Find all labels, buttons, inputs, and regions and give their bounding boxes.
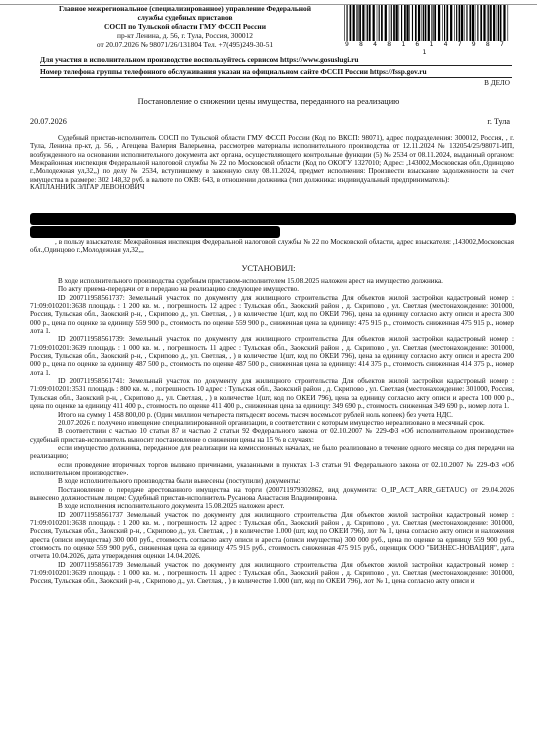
barcode-bar	[493, 5, 495, 41]
barcode-bar	[459, 5, 461, 41]
barcode-bar	[450, 5, 452, 41]
barcode-bar	[477, 5, 478, 41]
barcode-bar	[350, 5, 352, 41]
barcode-bar	[425, 5, 427, 41]
paragraph: ID 200711958561737 Земельный участок по документу для жилищного строительства Для объектов жилой застройки кадастровый номер : 71:09:010201:3638 площадь : 1 200 кв. м. , погрешность 12 адрес : Тульская обл., Заокский район , д. Скрипово , ул. Светлая (местонахождение: 301000, Россия, Тульская обл., Заокский р-н, , Скрипово д., ул. Светлая, , ) в количестве 1.000 (шт, код по ОКЕИ 796), лот № 1, цена согласно акту описи и наложения ареста (описи имущества) 300 000 руб., стоимость согласно акту описи и ареста (описи имущества) 300 000 руб., цена по оценке за единицу 559 900 руб., стоимость по оценке 559 900 руб., сниженная цена за единицу 475 915 руб., стоимость сниженная 475 915 руб., оценщик ООО "БИЗНЕС-НОВАЦИЯ", дата отчета 10.04.2026, дата утверждения оценки 14.04.2026.	[30, 510, 514, 561]
barcode-bar	[415, 5, 417, 41]
barcode-bar	[362, 5, 364, 41]
document-city: г. Тула	[487, 117, 510, 126]
barcode-bar	[377, 5, 378, 41]
paragraph: В ходе исполнительного производства были вынесены (поступили) документы:	[58, 477, 301, 486]
barcode-number: 9 8 4 8 1 6 1 4 7 9 8 7 1	[344, 40, 508, 56]
redaction-block	[30, 213, 516, 225]
barcode-bar	[508, 5, 509, 41]
barcode-bar	[356, 5, 357, 41]
barcode-bar	[503, 5, 505, 41]
barcode-bar	[469, 5, 471, 41]
agency-header	[40, 4, 330, 49]
barcode-bar	[422, 5, 423, 41]
barcode-bar	[404, 5, 406, 41]
barcode-bar	[385, 5, 387, 41]
barcode-bar	[456, 5, 457, 41]
gosuslugi-line: Для участия в исполнительном производстве воспользуйтесь сервисом https://www.gosuslugi.ru	[40, 55, 359, 64]
paragraph: По акту приема-передачи от в передано на реализацию следующее имущество.	[58, 285, 300, 294]
barcode-bar	[401, 5, 402, 41]
barcode-bar	[347, 5, 348, 41]
header-line-2: службы судебных приставов	[137, 13, 233, 23]
barcode-bar	[353, 5, 355, 41]
barcode-bar	[428, 5, 430, 41]
paragraph: если имущество должника, переданное для реализации на комиссионных началах, не было реализовано в течение одного месяца со дня передачи на реализацию;	[30, 443, 514, 461]
barcode-bar	[464, 5, 465, 41]
paragraph: В соответствии с частью 10 статьи 87 и частью 2 статьи 92 Федерального закона от 02.10.2007 № 229-ФЗ «Об исполнительном производстве» судебный пристав-исполнитель выносит постановление о снижении цены на 15 % в случаях:	[30, 427, 514, 444]
header-line-1: Главное межрегиональное (специализированное) управление Федеральной	[58, 4, 312, 13]
paragraph: В ходе исполнения исполнительного документа 15.08.2025 наложен арест.	[58, 502, 285, 511]
phone-line: Номер телефона группы телефонного обслуживания указан на официальном сайте ФССП России https://fssp.gov.ru	[40, 67, 427, 76]
barcode-bar	[418, 5, 420, 41]
barcode-bar	[389, 5, 390, 41]
barcode-bar	[480, 5, 482, 41]
barcode-bar	[431, 5, 432, 41]
paragraph: 20.07.2026 г. получено извещение специализированной организации, в соответствии с которым имущество нереализовано в месячный срок.	[58, 418, 485, 427]
paragraph: ID 200711958561739 Земельный участок по документу для жилищного строительства Для объектов жилой застройки кадастровый номер : 71:09:010201:3639 площадь : 1 000 кв. м. , погрешность 11 адрес : Тульская обл., Заокский район , д. Скрипово , ул. Светлая (местонахождение: 301000, Россия, Тульская обл., Заокский р-н, , Скрипово д., ул. Светлая, , ) в количестве 1.000 (шт, код по ОКЕИ 796), лот № 1, цена согласно акту описи и	[30, 560, 514, 586]
barcode-bar	[344, 5, 345, 41]
main-text	[30, 277, 514, 586]
document-date: 20.07.2026	[30, 117, 67, 126]
barcode-bar	[412, 5, 413, 41]
barcode-bar	[438, 5, 440, 41]
paragraph: ID 200711958561741: Земельный участок по документу для жилищного строительства Для объектов жилой застройки кадастровый номер : 71:09:010201:3531 площадь : 800 кв. м. , погрешность 10 адрес : Тульская обл., Заокский район , д. Скрипово , ул. Светлая (местонахождение: 301000, Россия, Тульская обл., Заокский р-н, , Скрипово д., ул. Светлая, , ) в количестве 1(шт, код по ОКЕИ 796), цена за единицу согласно акту описи и ареста 100 000 р., цена по оценке за единицу 411 400 р., стоимость по оценке 411 400 р., сниженная цена за единицу: 349 690 р., стоимость сниженная 349 690 р., номер лота 1.	[30, 377, 514, 411]
paragraph: ID 200711958561739: Земельный участок по документу для жилищного строительства Для объектов жилой застройки кадастровый номер : 71:09:010201:3639 площадь : 1 000 кв. м. , погрешность 11 адрес : Тульская обл., Заокский район , д. Скрипово , ул. Светлая (местонахождение: 301000, Россия, Тульская обл., Заокский р-н, , Скрипово д., ул. Светлая, , ) в количестве 1(шт, код по ОКЕИ 796), цена за единицу согласно акту описи и ареста 200 000 р., цена по оценке за единицу 487 500 р., стоимость по оценке 487 500 р., сниженная цена за единицу: 414 375 р., стоимость сниженная 414 375 р., номер лота 1.	[30, 335, 514, 377]
barcode-image	[342, 5, 510, 41]
barcode-bar	[399, 5, 400, 41]
divider	[40, 77, 512, 78]
barcode-bar	[379, 5, 380, 41]
section-heading: УСТАНОВИЛ:	[241, 264, 296, 273]
header-address: пр-кт Ленина, д. 56, г. Тула, Россия, 300012	[117, 31, 253, 41]
paragraph: ID 200711958561737: Земельный участок по документу для жилищного строительства Для объектов жилой застройки кадастровый номер : 71:09:010201:3638 площадь : 1 200 кв. м. , погрешность 12 адрес : Тульская обл., Заокский район , д. Скрипово , ул. Светлая (местонахождение: 301000, Россия, Тульская обл., Заокский р-н, , Скрипово д., ул. Светлая, , ) в количестве 1(шт, код по ОКЕИ 796), цена за единицу согласно акту описи и ареста 300 000 р., цена по оценке за единицу 559 900 р., стоимость по оценке 559 900 р., сниженная цена за единицу: 475 915 р., стоимость сниженная 475 915 р., номер лота 1.	[30, 293, 514, 336]
barcode-bar	[454, 5, 455, 41]
barcode-bar	[466, 5, 467, 41]
barcode-bar	[393, 5, 395, 41]
to-case-mark: В ДЕЛО	[484, 79, 510, 87]
debtor-name: КАПЛАННИК ЭЛГАР ЛЕВОНОВИЧ	[30, 183, 145, 192]
barcode-bar	[475, 5, 476, 41]
barcode-bar	[367, 5, 368, 41]
barcode-bar	[406, 5, 408, 41]
barcode-bar	[442, 5, 443, 41]
barcode-bar	[433, 5, 434, 41]
barcode-bar	[359, 5, 361, 41]
barcode-bar	[488, 5, 489, 41]
redaction-block	[30, 226, 280, 238]
barcode-bar	[434, 5, 436, 41]
barcode-bar	[373, 5, 375, 41]
barcode-bar	[490, 5, 492, 41]
paragraph: Итого на сумму 1 458 800,00 р. (Один миллион четыреста пятьдесят восемь тысяч восемьсот рублей ноль копеек) без учета НДС.	[58, 410, 453, 419]
barcode-bar	[409, 5, 410, 41]
document-title: Постановление о снижении цены имущества, переданного на реализацию	[137, 97, 400, 106]
header-line-3: СОСП по Тульской области ГМУ ФССП России	[104, 22, 266, 32]
barcode-bar	[423, 5, 424, 41]
barcode-bar	[497, 5, 498, 41]
barcode-bar	[369, 5, 371, 41]
barcode-bar	[366, 5, 367, 41]
barcode-bar	[498, 5, 499, 41]
barcode-bar	[357, 5, 358, 41]
barcode-bar	[381, 5, 383, 41]
intro-text: Судебный пристав-исполнитель СОСП по Тульской области ГМУ ФССП России (Код по ВКСП: 98071), адрес подразделения: 300012, Россия, , г. Тула, Ленина пр-кт, д. 56, , Агещева Валерия Валерьевна, рассмотрев материалы исполнительного производства от 12.11.2024 № 132054/25/98071-ИП, возбужденного на основании исполнительного документа акт органа, осуществляющего контрольные функции (5) № 2534 от 08.11.2024, выданный органом: Межрайонная инспекция Федеральной налоговой службы № 22 по Московской области (Код по ОКОГУ 1327010; Адрес: ,143002,Московская обл.,Одинцово г.,Молодежная ул,32,,) по делу № 2534, вступившему в законную силу 08.11.2024, предмет исполнения: Произвести взыскание задолженности за счет имущества в размере: 302 148,32 руб. в валюте по ОКВ: 643, в отношении должника (тип должника: индивидуальный предприниматель):	[30, 134, 514, 184]
barcode-bar	[472, 5, 474, 41]
barcode-bar	[483, 5, 485, 41]
paragraph: В ходе исполнительного производства судебным приставом-исполнителем 15.08.2025 наложен арест на имущество должника.	[58, 277, 443, 285]
intro-paragraph	[30, 134, 514, 191]
creditor-paragraph: , в пользу взыскателя: Межрайонная инспекция Федеральной налоговой службы № 22 по Московской области, адрес взыскателя: ,143002,Московская обл.,Одинцово г.,Молодежная ул,32,,,	[30, 238, 514, 255]
paragraph: если проведение вторичных торгов вызвано причинами, указанными в пунктах 1-3 статьи 91 Федерального закона от 02.10.2007 № 229-ФЗ «Об исполнительном производстве».	[30, 460, 514, 477]
divider	[40, 65, 512, 66]
barcode-bar	[396, 5, 398, 41]
barcode-bar	[444, 5, 445, 41]
barcode-bar	[487, 5, 488, 41]
paragraph: Постановление о передаче арестованного имущества на торги (200711979302862, вид документа: O_IP_ACT_ARR_GETAUC) от 29.04.2026 вынесено должностным лицом: Судебный пристав-исполнитель Русанова Анастасия Владимировна.	[30, 485, 514, 502]
barcode-bar	[500, 5, 502, 41]
barcode-bar	[391, 5, 392, 41]
header-reference: от 20.07.2026 № 98071/26/131804 Тел. +7(495)249-30-51	[96, 40, 274, 50]
barcode-bar	[461, 5, 463, 41]
barcode-bar	[446, 5, 448, 41]
